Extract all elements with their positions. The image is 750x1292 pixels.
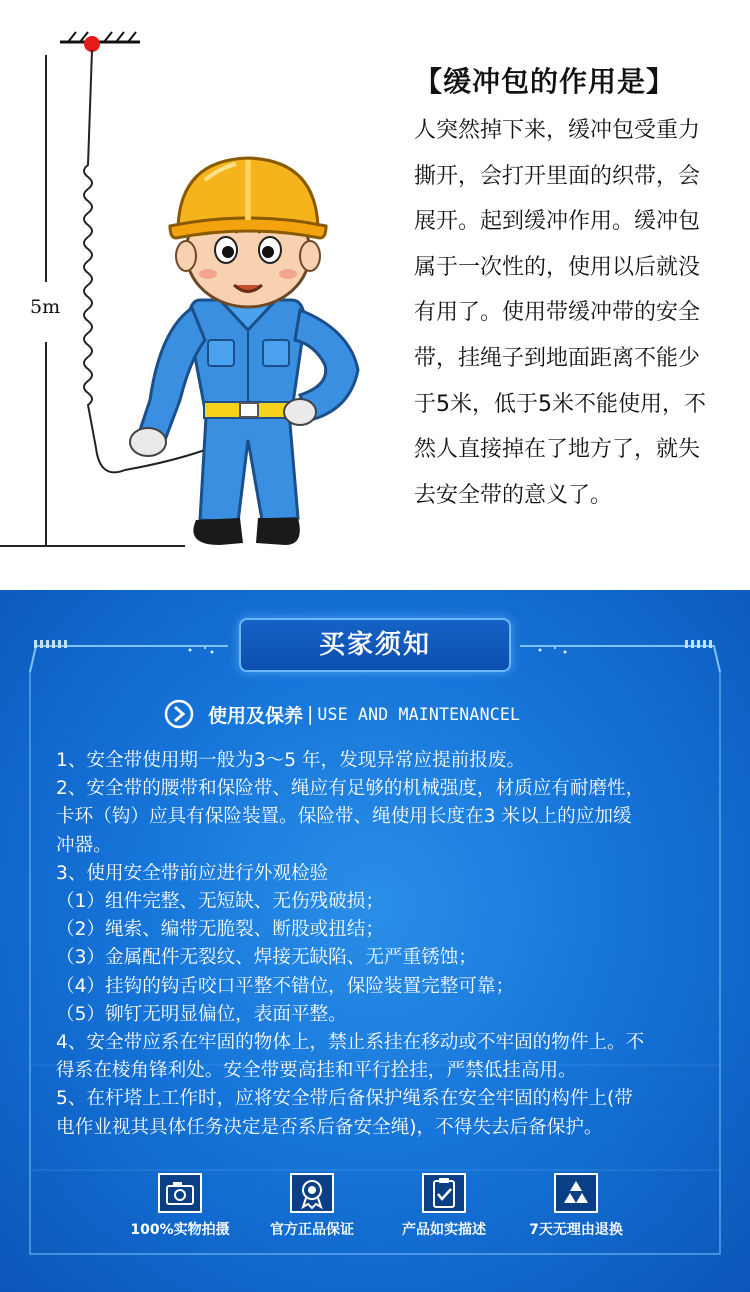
rule-line: 5、在杆塔上工作时，应将安全带后备保护绳系在安全牢固的构件上(带 [56, 1088, 633, 1110]
section-title-en: USE AND MAINTENANCEL [317, 704, 521, 724]
guarantee-label: 7天无理由退换 [529, 1222, 623, 1238]
guarantee-returns [516, 1173, 636, 1239]
height-label: 5m [30, 296, 61, 318]
guarantee-label: 产品如实描述 [402, 1222, 486, 1238]
worker-with-lanyard-illustration [0, 0, 400, 590]
rule-line: 冲器。 [56, 834, 112, 856]
guarantee-label: 100%实物拍摄 [130, 1222, 230, 1238]
ceiling-anchor [60, 32, 140, 52]
recycle-icon [554, 1173, 598, 1213]
section-title-separator: | [307, 703, 314, 725]
rule-line: 1、安全带使用期一般为3～5 年，发现异常应提前报废。 [56, 750, 526, 771]
guarantee-real-photos [120, 1173, 240, 1239]
description-line: 有用了。使用带缓冲带的安全 [414, 300, 701, 326]
guarantee-label: 官方正品保证 [270, 1222, 354, 1238]
rule-line: （3）金属配件无裂纹、焊接无缺陷、无严重锈蚀； [56, 947, 477, 969]
buffer-description [414, 108, 720, 518]
chevron-right-circle-icon [164, 699, 194, 729]
rule-line: （5）铆钉无明显偏位，表面平整。 [56, 1003, 347, 1025]
rule-line: 卡环（钩）应具有保险装置。保险带、绳使用长度在3 米以上的应加缓 [56, 806, 632, 828]
description-line: 带，挂绳子到地面距离不能少 [414, 345, 701, 371]
section-title-cn: 使用及保养 [208, 704, 304, 727]
rule-line: 电作业视其具体任务决定是否系后备安全绳)，不得失去后备保护。 [56, 1116, 603, 1138]
description-line: 于5米，低于5米不能使用，不 [414, 391, 706, 417]
buffer-info-section [0, 0, 750, 590]
rule-line: （2）绳索、编带无脆裂、断股或扭结； [56, 919, 384, 941]
usage-maintenance-header [164, 698, 520, 730]
guarantee-accurate-description [384, 1173, 504, 1239]
description-line: 展开。起到缓冲作用。缓冲包 [414, 209, 701, 235]
rule-line: 得系在棱角锋利处。安全带要高挂和平行拴挂，严禁低挂高用。 [56, 1060, 577, 1082]
description-line: 人突然掉下来，缓冲包受重力 [414, 118, 701, 143]
rule-line: 4、安全带应系在牢固的物体上，禁止系挂在移动或不牢固的物件上。不 [56, 1032, 645, 1054]
certificate-icon [290, 1173, 334, 1213]
usage-rules-list [56, 747, 704, 1142]
height-measure-line [0, 55, 185, 546]
guarantee-authentic [252, 1173, 372, 1239]
camera-icon [158, 1173, 202, 1213]
description-line: 去安全带的意义了。 [414, 482, 613, 508]
buffer-heading: 【缓冲包的作用是】 [414, 65, 676, 98]
description-line: 属于一次性的，使用以后就没 [414, 254, 701, 280]
clipboard-check-icon [422, 1173, 466, 1213]
description-line: 然人直接掉在了地方了，就失 [414, 437, 701, 463]
description-line: 撕开，会打开里面的织带，会 [414, 163, 701, 189]
hard-hat-icon [170, 158, 326, 238]
buyer-notice-section [0, 590, 750, 1292]
notice-title: 买家须知 [239, 618, 511, 672]
service-guarantees [120, 1173, 640, 1253]
anchor-point-dot [84, 36, 100, 52]
rule-line: （4）挂钩的钩舌咬口平整不错位，保险装置完整可靠； [56, 975, 515, 997]
rule-line: 2、安全带的腰带和保险带、绳应有足够的机械强度，材质应有耐磨性， [56, 778, 645, 800]
rule-line: （1）组件完整、无短缺、无伤残破损； [56, 891, 384, 913]
rule-line: 3、使用安全带前应进行外观检验 [56, 862, 329, 884]
